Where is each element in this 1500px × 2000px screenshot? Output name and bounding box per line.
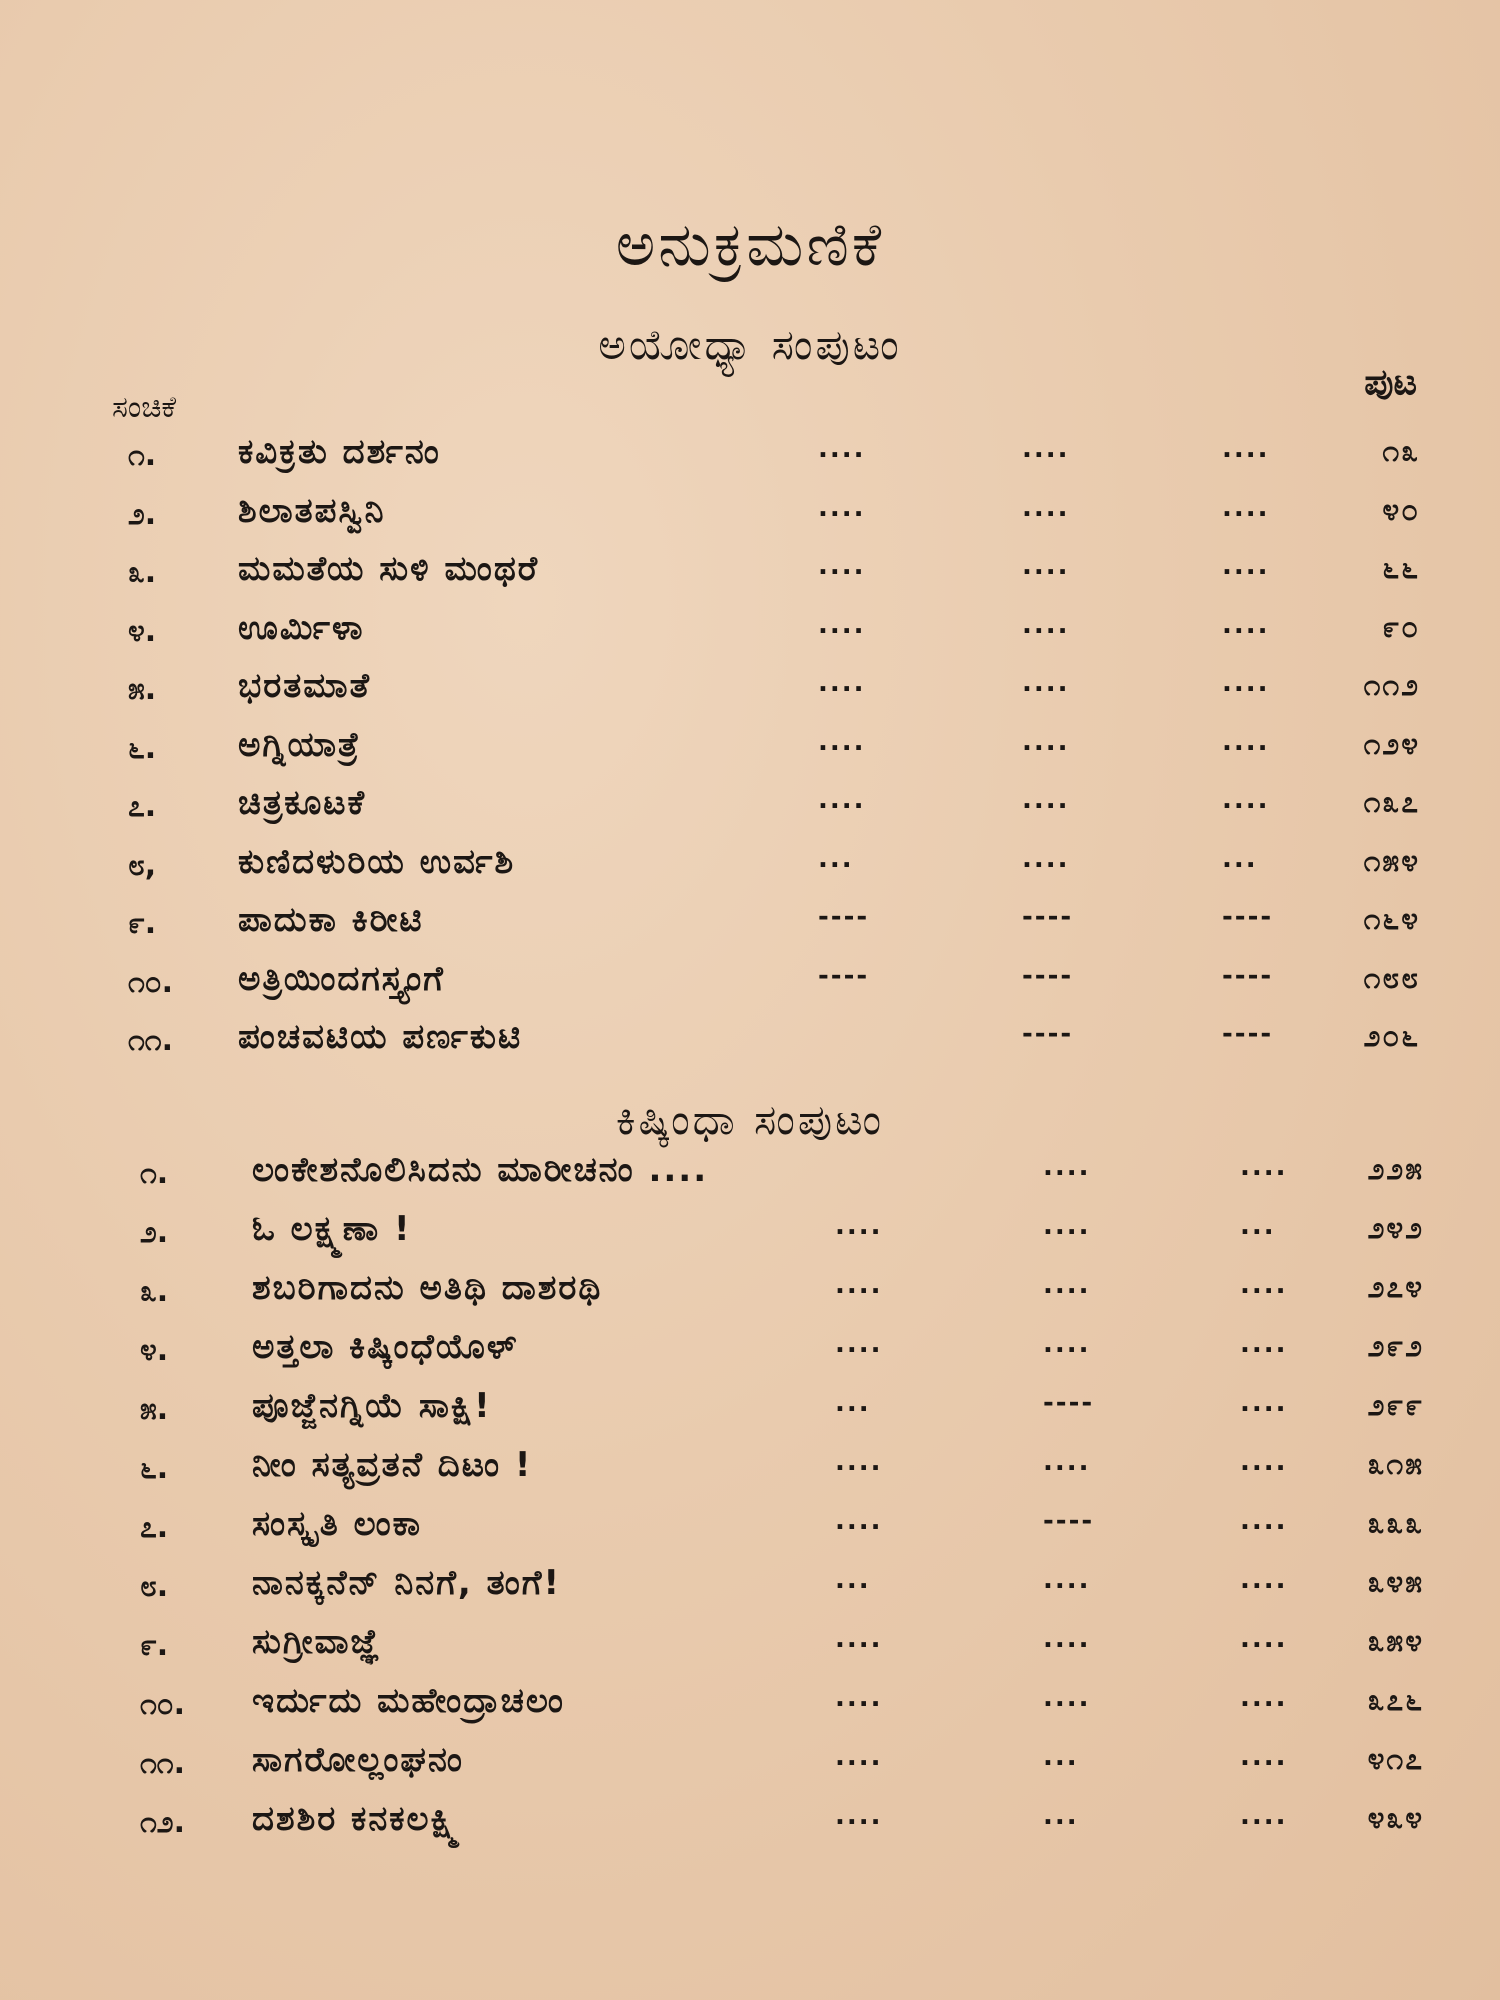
column-header-page: ಪುಟ <box>1364 362 1417 403</box>
entry-number: ೬. <box>140 1451 169 1486</box>
entry-number: ೧೦. <box>128 964 173 1000</box>
leader-dots: .... <box>1043 1211 1091 1241</box>
entry-title: ಶಿಲಾತಪಸ್ವಿನಿ <box>238 490 386 531</box>
toc-entry <box>0 725 1500 784</box>
leader-dots: ---- <box>1222 902 1274 932</box>
toc-entry <box>0 1799 1500 1858</box>
leader-dots: .... <box>835 1447 883 1477</box>
leader-dots: .... <box>1022 492 1070 523</box>
entry-page-number: ೨೯೨ <box>1367 1329 1424 1364</box>
entry-number: ೯. <box>128 906 157 941</box>
leader-dots: ... <box>818 843 854 874</box>
leader-dots: .... <box>1240 1565 1288 1595</box>
toc-entry <box>0 1268 1500 1327</box>
section-heading-kishkindha: ಕಿಷ್ಕಿಂಧಾ ಸಂಪುಟಂ <box>615 1095 885 1144</box>
entry-page-number: ೪೦ <box>1382 492 1420 528</box>
entry-page-number: ೩೪೫ <box>1367 1565 1424 1600</box>
leader-dots: .... <box>1240 1624 1288 1654</box>
leader-dots: .... <box>818 551 866 581</box>
entry-page-number: ೩೭೬ <box>1367 1683 1424 1718</box>
entry-page-number: ೧೫೪ <box>1363 843 1420 879</box>
entry-title: ಲಂಕೇಶನೊಲಿಸಿದನು ಮಾರೀಚನಂ .... <box>252 1150 709 1190</box>
entry-title: ಚಿತ್ರಕೂಟಕೆ <box>238 783 367 823</box>
leader-dots: .... <box>1022 609 1070 640</box>
leader-dots: ... <box>835 1565 871 1595</box>
toc-entry <box>0 900 1500 959</box>
toc-entry <box>0 1386 1500 1445</box>
entry-page-number: ೨೭೪ <box>1367 1270 1424 1305</box>
leader-dots: .... <box>1022 668 1070 698</box>
leader-dots: .... <box>1043 1683 1091 1713</box>
toc-entry <box>0 1017 1500 1076</box>
entry-title: ನಾನಕ್ಕನೆನ್ ನಿನಗೆ, ತಂಗೆ! <box>252 1563 562 1603</box>
toc-entry <box>0 959 1500 1018</box>
leader-dots: .... <box>835 1211 883 1241</box>
entry-title: ಊರ್ಮಿಳಾ <box>238 607 365 648</box>
leader-dots: .... <box>818 434 866 464</box>
entry-page-number: ೩೫೪ <box>1367 1624 1424 1659</box>
leader-dots: ---- <box>1043 1506 1095 1536</box>
leader-dots: ... <box>1222 843 1258 874</box>
entry-title: ನೀಂ ಸತ್ಯವ್ರತನೆ ದಿಟಂ ! <box>252 1445 533 1485</box>
entry-page-number: ೨೨೫ <box>1367 1152 1424 1187</box>
leader-dots: ---- <box>1222 1019 1274 1049</box>
entry-title: ದಶಶಿರ ಕನಕಲಕ್ಷ್ಮಿ <box>252 1799 462 1839</box>
entry-page-number: ೩೧೫ <box>1367 1447 1424 1482</box>
entry-number: ೯. <box>140 1628 169 1663</box>
leader-dots: .... <box>835 1270 883 1300</box>
entry-number: ೭. <box>140 1510 169 1545</box>
leader-dots: .... <box>1240 1270 1288 1300</box>
leader-dots: .... <box>1240 1742 1288 1772</box>
toc-entry <box>0 1681 1500 1740</box>
entry-number: ೩. <box>140 1274 169 1309</box>
entry-title: ಸುಗ್ರೀವಾಜ್ಞೆ <box>252 1622 382 1662</box>
toc-entry <box>0 1740 1500 1799</box>
entry-title: ಇರ್ದುದು ಮಹೇಂದ್ರಾಚಲಂ <box>252 1681 565 1721</box>
entry-title: ಅತ್ತಲಾ ಕಿಷ್ಕಿಂಧೆಯೊಳ್ <box>252 1327 519 1367</box>
leader-dots: ... <box>1240 1211 1276 1241</box>
leader-dots: .... <box>1022 551 1070 581</box>
entry-number: ೫. <box>128 672 157 707</box>
column-header-chapter: ಸಂಚಿಕೆ <box>112 390 177 425</box>
toc-list-ayodhya <box>0 432 1500 1076</box>
leader-dots: .... <box>1043 1447 1091 1477</box>
entry-page-number: ೯೦ <box>1382 609 1420 645</box>
leader-dots: .... <box>1022 726 1070 757</box>
entry-title: ಅಗ್ನಿಯಾತ್ರೆ <box>238 724 361 765</box>
entry-page-number: ೧೩೭ <box>1363 785 1420 820</box>
leader-dots: .... <box>1222 726 1270 757</box>
leader-dots: ---- <box>818 960 870 991</box>
leader-dots: .... <box>1222 785 1270 815</box>
entry-number: ೧. <box>140 1156 169 1191</box>
toc-entry <box>0 783 1500 842</box>
leader-dots: .... <box>1240 1506 1288 1536</box>
leader-dots: .... <box>1022 843 1070 874</box>
leader-dots: .... <box>1022 434 1070 464</box>
entry-number: ೮. <box>140 1569 169 1604</box>
entry-page-number: ೨೯೯ <box>1367 1388 1424 1423</box>
leader-dots: .... <box>1043 1329 1091 1359</box>
leader-dots: .... <box>1240 1329 1288 1359</box>
leader-dots: .... <box>835 1801 883 1831</box>
leader-dots: .... <box>1240 1388 1288 1418</box>
toc-entry <box>0 1445 1500 1504</box>
entry-title: ಕವಿಕ್ರತು ದರ್ಶನಂ <box>238 432 441 472</box>
leader-dots: .... <box>1043 1565 1091 1595</box>
entry-title: ಶಬರಿಗಾದನು ಅತಿಥಿ ದಾಶರಥಿ <box>252 1268 603 1308</box>
entry-number: ೧೦. <box>140 1687 185 1722</box>
leader-dots: .... <box>818 492 866 523</box>
leader-dots: ... <box>1043 1742 1079 1772</box>
leader-dots: .... <box>1022 785 1070 815</box>
entry-title: ಮಮತೆಯ ಸುಳಿ ಮಂಥರೆ <box>238 549 540 589</box>
leader-dots: .... <box>1222 551 1270 581</box>
entry-page-number: ೧೮೮ <box>1363 960 1420 996</box>
leader-dots: ---- <box>1022 1019 1074 1049</box>
section-heading-ayodhya: ಅಯೋಧ್ಯಾ ಸಂಪುಟಂ <box>598 320 902 369</box>
entry-number: ೪. <box>140 1333 169 1368</box>
entry-page-number: ೬೬ <box>1382 551 1420 586</box>
leader-dots: ... <box>835 1388 871 1418</box>
toc-entry <box>0 1209 1500 1268</box>
leader-dots: .... <box>1043 1152 1091 1182</box>
leader-dots: ---- <box>818 902 870 932</box>
entry-title: ಸಾಗರೋಲ್ಲಂಘನಂ <box>252 1740 464 1780</box>
leader-dots: .... <box>835 1329 883 1359</box>
entry-number: ೧೧. <box>128 1023 173 1058</box>
leader-dots: .... <box>818 609 866 640</box>
leader-dots: ---- <box>1043 1388 1095 1418</box>
leader-dots: .... <box>1240 1447 1288 1477</box>
leader-dots: ---- <box>1022 960 1074 991</box>
entry-page-number: ೧೬೪ <box>1363 902 1420 937</box>
entry-page-number: ೪೩೪ <box>1367 1801 1424 1836</box>
entry-number: ೨. <box>140 1215 169 1250</box>
entry-page-number: ೧೧೨ <box>1363 668 1420 703</box>
entry-page-number: ೧೩ <box>1382 434 1420 469</box>
entry-title: ಪೂಜ್ಜೆನಗ್ನಿಯೆ ಸಾಕ್ಷಿ! <box>252 1386 492 1426</box>
leader-dots: .... <box>1240 1152 1288 1182</box>
leader-dots: .... <box>818 668 866 698</box>
entry-number: ೪. <box>128 613 157 649</box>
leader-dots: .... <box>1222 609 1270 640</box>
entry-number: ೨. <box>128 496 157 532</box>
leader-dots: ---- <box>1022 902 1074 932</box>
page-title: ಅನುಕ್ರಮಣಿಕೆ <box>615 210 885 280</box>
leader-dots: .... <box>1222 668 1270 698</box>
entry-number: ೫. <box>140 1392 169 1427</box>
leader-dots: .... <box>818 726 866 757</box>
toc-entry <box>0 1150 1500 1209</box>
entry-number: ೧೧. <box>140 1746 185 1781</box>
toc-entry <box>0 491 1500 550</box>
entry-page-number: ೨೪೨ <box>1367 1211 1424 1246</box>
leader-dots: ... <box>1043 1801 1079 1831</box>
leader-dots: .... <box>1240 1801 1288 1831</box>
toc-entry <box>0 1622 1500 1681</box>
entry-page-number: ೪೧೭ <box>1367 1742 1424 1777</box>
entry-page-number: ೨೦೬ <box>1363 1019 1420 1054</box>
leader-dots: .... <box>835 1506 883 1536</box>
entry-number: ೩. <box>128 555 157 590</box>
entry-page-number: ೩೩೩ <box>1367 1506 1424 1541</box>
toc-entry <box>0 666 1500 725</box>
entry-title: ಭರತಮಾತೆ <box>238 666 371 706</box>
entry-title: ಓ ಲಕ್ಷ್ಮಣಾ ! <box>252 1209 412 1249</box>
entry-number: ೧೨. <box>140 1805 185 1840</box>
toc-entry <box>0 1504 1500 1563</box>
entry-number: ೭. <box>128 789 157 824</box>
toc-entry <box>0 432 1500 491</box>
entry-title: ಪಂಚವಟಿಯ ಪರ್ಣಕುಟಿ <box>238 1017 523 1057</box>
leader-dots: .... <box>835 1742 883 1772</box>
entry-title: ಕುಣಿದಳುರಿಯ ಉರ್ವಶಿ <box>238 841 516 882</box>
toc-entry <box>0 608 1500 667</box>
entry-number: ೬. <box>128 730 157 766</box>
entry-title: ಪಾದುಕಾ ಕಿರೀಟಿ <box>238 900 424 940</box>
leader-dots: ---- <box>1222 960 1274 991</box>
leader-dots: .... <box>1240 1683 1288 1713</box>
leader-dots: .... <box>1043 1624 1091 1654</box>
toc-entry <box>0 842 1500 901</box>
entry-number: ೧. <box>128 438 157 473</box>
leader-dots: .... <box>1043 1270 1091 1300</box>
toc-entry <box>0 1563 1500 1622</box>
leader-dots: .... <box>1222 434 1270 464</box>
leader-dots: .... <box>835 1624 883 1654</box>
toc-entry <box>0 549 1500 608</box>
toc-list-kishkindha <box>0 1150 1500 1858</box>
toc-entry <box>0 1327 1500 1386</box>
leader-dots: .... <box>1222 492 1270 523</box>
leader-dots: .... <box>835 1683 883 1713</box>
entry-title: ಅತ್ರಿಯಿಂದಗಸ್ತ್ಯಂಗೆ <box>238 958 445 999</box>
entry-page-number: ೧೨೪ <box>1363 726 1420 762</box>
entry-number: ೮, <box>128 847 157 883</box>
leader-dots: .... <box>818 785 866 815</box>
entry-title: ಸಂಸ್ಕೃತಿ ಲಂಕಾ <box>252 1504 422 1544</box>
